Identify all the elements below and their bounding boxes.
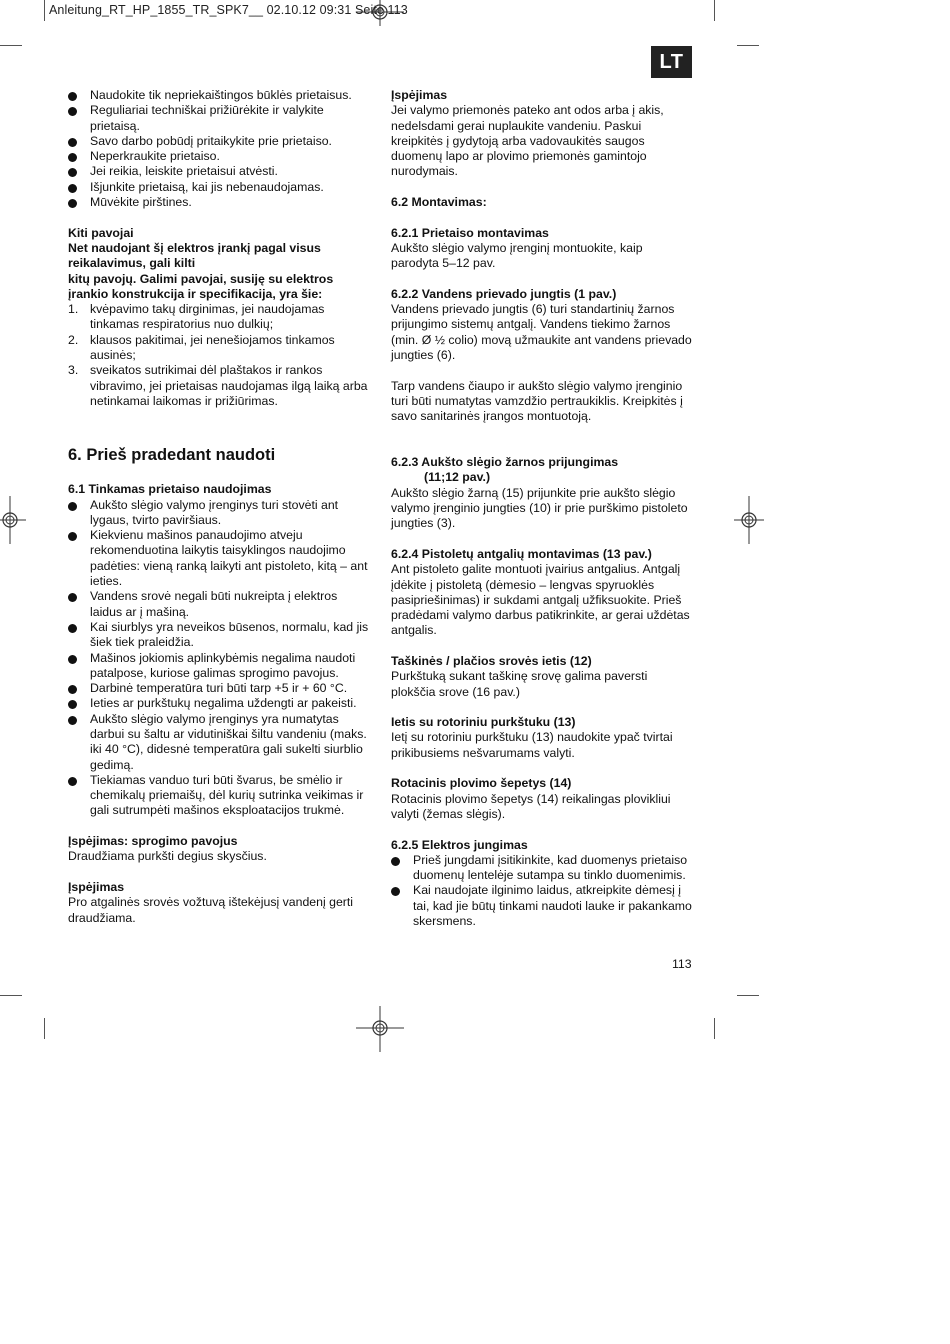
- warning-text: Draudžiama purkšti degius skysčius.: [68, 849, 267, 864]
- crop-mark: [737, 995, 759, 996]
- crop-mark: [44, 1018, 45, 1039]
- list-item: Savo darbo pobūdį pritaikykite prie prietaiso.: [68, 134, 372, 149]
- bullet-icon: [68, 685, 77, 694]
- crop-mark: [44, 0, 45, 21]
- subsection-heading: 6.2.3 Aukšto slėgio žarnos prijungimas: [391, 455, 619, 470]
- bullet-icon: [68, 107, 77, 116]
- subsection-heading-cont: (11;12 pav.): [424, 470, 491, 485]
- list-item: Vandens srovė negali būti nukreipta į elektros laidus ar į mašiną.: [68, 589, 372, 620]
- paragraph: Ietį su rotoriniu purkštuku (13) naudokite ypač tvirtai prikibusiems nešvarumams valyti.: [391, 730, 673, 760]
- safety-bullet-list: [68, 88, 372, 210]
- bullet-icon: [68, 502, 77, 511]
- electric-bullet-list: [391, 853, 693, 929]
- bullet-icon: [68, 593, 77, 602]
- subsection-heading: Ietis su rotoriniu purkštuku (13): [391, 715, 576, 730]
- list-item: Mašinos jokiomis aplinkybėmis negalima naudoti patalpose, kuriose galimas sprogimo pavojus.: [68, 651, 372, 682]
- registration-mark-icon: [734, 496, 764, 544]
- kiti-intro: Net naudojant šį elektros įrankį pagal visus reikalavimus, gali kilti: [68, 240, 321, 271]
- list-item: Aukšto slėgio valymo įrenginys yra numatytas darbui su šaltu ar vidutiniškai šiltu vandeniu (maks. iki 40 °C), didesnė temperatūra gali sukelti siurblio gedimą.: [68, 712, 372, 773]
- bullet-icon: [68, 624, 77, 633]
- kiti-numbered-list: [68, 302, 372, 409]
- list-item: Jei reikia, leiskite prietaisui atvėsti.: [68, 164, 372, 179]
- subsection-heading: Taškinės / plačios srovės ietis (12): [391, 653, 592, 668]
- list-item: Aukšto slėgio valymo įrenginys turi stovėti ant lygaus, tvirto paviršiaus.: [68, 498, 372, 529]
- bullet-icon: [68, 655, 77, 664]
- bullet-icon: [68, 777, 77, 786]
- list-item: Kiekvienu mašinos panaudojimo atveju rekomenduotina laikytis taisyklingos naudojimo padėties: vieną ranką laikyti ant pistoleto, kitą – ant ieties.: [68, 528, 372, 589]
- crop-mark: [0, 995, 22, 996]
- subsection-heading: 6.2 Montavimas:: [391, 195, 487, 210]
- warning-heading: Įspėjimas: sprogimo pavojus: [68, 834, 238, 849]
- usage-bullet-list: [68, 498, 372, 819]
- subsection-heading: 6.2.5 Elektros jungimas: [391, 837, 528, 852]
- bullet-icon: [68, 153, 77, 162]
- paragraph: Ant pistoleto galite montuoti įvairius antgalius. Antgalį įdėkite į pistoletą (dėmesio – lengvas spyruoklės pasipriešinimas) ir sukdami antgalį užfiksuokite. Prieš pradėdami valymo darbus patikrinkite, ar gerai uždėtas antgalis.: [391, 562, 690, 638]
- list-item: Naudokite tik nepriekaištingos būklės prietaisus.: [68, 88, 372, 103]
- list-item: Kai siurblys yra neveikos būsenos, normalu, kad jis šiek tiek praleidžia.: [68, 620, 372, 651]
- bullet-icon: [68, 138, 77, 147]
- crop-mark: [714, 1018, 715, 1039]
- bullet-icon: [68, 199, 77, 208]
- list-item: Neperkraukite prietaiso.: [68, 149, 372, 164]
- bullet-icon: [68, 716, 77, 725]
- right-column: [391, 88, 693, 929]
- crop-mark: [714, 0, 715, 21]
- list-item: 1. kvėpavimo takų dirginimas, jei naudojamas tinkamas respiratorius nuo dulkių;: [68, 302, 325, 332]
- bullet-icon: [391, 887, 400, 896]
- bullet-icon: [68, 92, 77, 101]
- list-item: Darbinė temperatūra turi būti tarp +5 ir + 60 °C.: [68, 681, 372, 696]
- bullet-icon: [68, 700, 77, 709]
- list-item: Tiekiamas vanduo turi būti švarus, be smėlio ir chemikalų priemaišų, dėl kurių sutrinka veikimas ir gali sutrumpėti mašinos eksploatacijos trukmė.: [68, 773, 372, 819]
- bullet-icon: [68, 168, 77, 177]
- list-item: Kai naudojate ilginimo laidus, atkreipkite dėmesį į tai, kad jie būtų tinkami naudoti lauke ir pakankamo skersmens.: [391, 883, 693, 929]
- warning-text: Pro atgalinės srovės vožtuvą ištekėjusį vandenį gerti draudžiama.: [68, 895, 354, 925]
- paragraph: Rotacinis plovimo šepetys (14) reikalingas plovikliui valyti (žemas slėgis).: [391, 791, 671, 821]
- list-item: 2. klausos pakitimai, jei nenešiojamos tinkamos ausinės;: [68, 332, 335, 363]
- subsection-heading: 6.2.1 Prietaiso montavimas: [391, 225, 549, 240]
- warning-text: Jei valymo priemonės pateko ant odos arba į akis, nedelsdami gerai nuplaukite vandeniu. Paskui kreipkitės į gydytoją arba vadovaukitės saugos duomenų lapo ar plovimo priemonės gamintojo nurodymais.: [391, 103, 664, 179]
- warning-heading: Įspėjimas: [391, 88, 448, 102]
- left-column: [68, 88, 372, 926]
- subsection-heading: 6.2.4 Pistoletų antgalių montavimas (13 pav.): [391, 546, 652, 561]
- paragraph: Vandens prievado jungtis (6) turi standartinių žarnos prijungimo sistemų antgalį. Vandens tiekimo žarnos (min. Ø ½ colio) movą užmaukite ant vandens prievado jungties (6).: [391, 302, 692, 363]
- subsection-heading: 6.1 Tinkamas prietaiso naudojimas: [68, 482, 272, 497]
- list-item: Prieš jungdami įsitikinkite, kad duomenys prietaiso duomenų lentelėje sutampa su tinklo duomenimis.: [391, 853, 693, 884]
- bullet-icon: [68, 532, 77, 541]
- paragraph: Purkštuką sukant taškinę srovę galima paversti plokščia srove (16 pav.): [391, 669, 648, 699]
- warning-heading: Įspėjimas: [68, 879, 125, 894]
- language-badge: LT: [651, 46, 692, 78]
- list-item: Išjunkite prietaisą, kai jis nebenaudojamas.: [68, 180, 372, 195]
- paragraph: Tarp vandens čiaupo ir aukšto slėgio valymo įrenginio turi būti numatytas vamzdžio pertraukiklis. Kreipkitės į savo sanitarinės įrangos montuotoją.: [391, 378, 683, 424]
- crop-mark: [737, 45, 759, 46]
- kiti-heading: Kiti pavojai: [68, 225, 134, 240]
- bullet-icon: [391, 857, 400, 866]
- section-heading: 6. Prieš pradedant naudoti: [68, 446, 276, 465]
- registration-mark-icon: [356, 1006, 404, 1052]
- list-item: 3. sveikatos sutrikimai dėl plaštakos ir rankos vibravimo, jei prietaisas naudojamas ilgą laiką arba netinkamai laikomas ir prižiūrimas.: [68, 363, 368, 408]
- crop-mark: [0, 45, 22, 46]
- registration-mark-icon: [0, 496, 26, 544]
- print-slug: Anleitung_RT_HP_1855_TR_SPK7__ 02.10.12 09:31 Seite 113: [49, 3, 408, 17]
- kiti-intro-2: kitų pavojų. Galimi pavojai, susiję su elektros įrankio konstrukcija ir specifikacija, yra šie:: [68, 271, 334, 301]
- paragraph: Aukšto slėgio valymo įrenginį montuokite, kaip parodyta 5–12 pav.: [391, 240, 643, 271]
- subsection-heading: 6.2.2 Vandens prievado jungtis (1 pav.): [391, 286, 617, 301]
- list-item: Reguliariai techniškai prižiūrėkite ir valykite prietaisą.: [68, 103, 372, 134]
- subsection-heading: Rotacinis plovimo šepetys (14): [391, 776, 572, 791]
- list-item: Ieties ar purkštukų negalima uždengti ar pakeisti.: [68, 696, 372, 711]
- bullet-icon: [68, 184, 77, 193]
- paragraph: Aukšto slėgio žarną (15) prijunkite prie aukšto slėgio valymo įrenginio jungties (10) ir prie purškimo pistoleto jungties (3).: [391, 485, 688, 531]
- page-number: 113: [672, 957, 692, 971]
- list-item: Mūvėkite pirštines.: [68, 195, 372, 210]
